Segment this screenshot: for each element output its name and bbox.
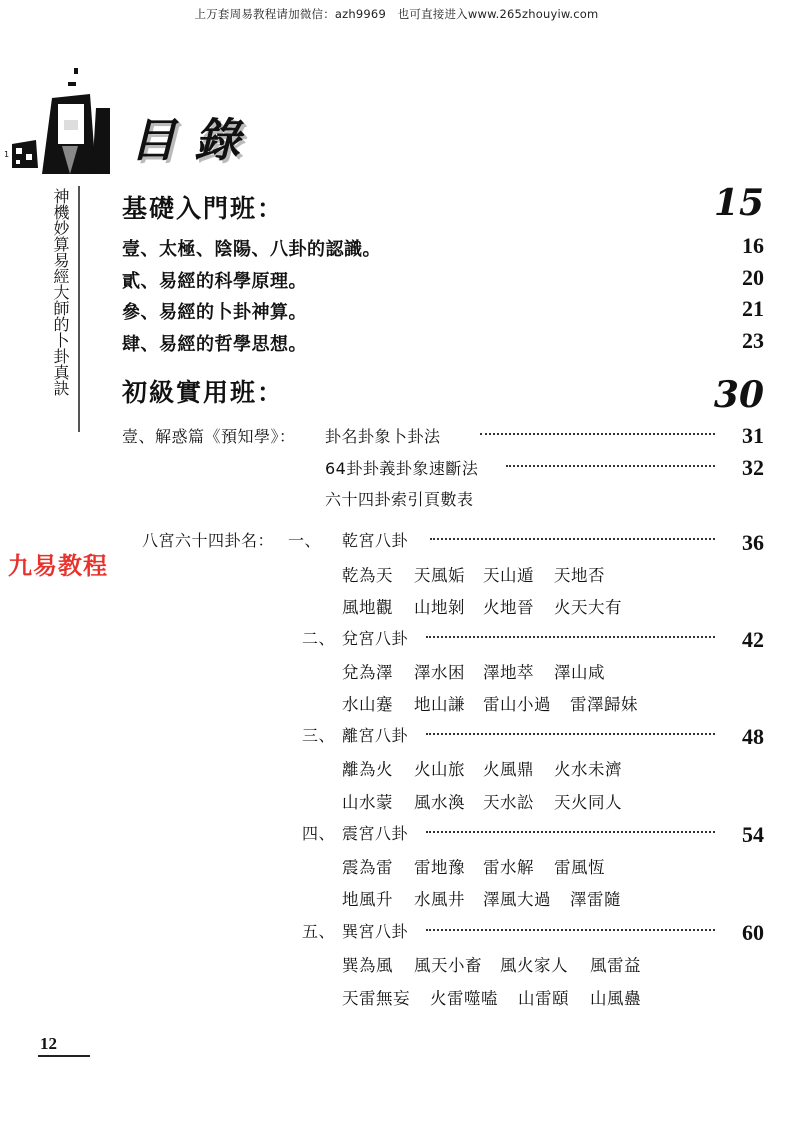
hexagram-name: 水山蹇	[342, 695, 393, 714]
section-title-basic: 基礎入門班：	[122, 194, 285, 223]
hexagram-name: 地山謙	[414, 695, 465, 714]
hexagram-name: 水風井	[414, 890, 465, 909]
hexagram-name: 澤山咸	[554, 663, 605, 682]
hexagram-name: 火水未濟	[554, 760, 622, 779]
toc-page-number: 42	[742, 627, 764, 652]
leader-dots	[426, 636, 715, 638]
hexagram-name: 雷風恆	[554, 858, 605, 877]
hexagram-name: 天風姤	[414, 566, 465, 585]
hexagram-name: 風地觀	[342, 598, 393, 617]
palace-name[interactable]: 兌宮八卦	[342, 629, 409, 648]
hexagram-name: 風雷益	[590, 956, 641, 975]
logo-number: 1	[4, 150, 10, 159]
book-side-title: 神機妙算易經大師的卜卦真訣	[51, 188, 70, 396]
toc-page-number: 31	[742, 423, 764, 448]
section-page-elementary: 30	[713, 374, 764, 416]
hexagram-name: 雷澤歸妹	[570, 695, 638, 714]
leader-dots	[426, 733, 715, 735]
author-photo-logo	[12, 68, 110, 174]
hexagram-name: 天火同人	[554, 793, 622, 812]
palace-name[interactable]: 巽宮八卦	[342, 922, 409, 941]
toc-entry[interactable]: 64卦卦義卦象速斷法	[325, 459, 479, 478]
toc-entry[interactable]: 壹、太極、陰陽、八卦的認識。	[122, 239, 381, 260]
hexagram-name: 巽為風	[342, 956, 393, 975]
page-number-rule	[38, 1055, 90, 1057]
hexagram-name: 地風升	[342, 890, 393, 909]
toc-page-number: 54	[742, 822, 764, 847]
hexagram-name: 火風鼎	[483, 760, 534, 779]
toc-entry[interactable]: 參、易經的卜卦神算。	[122, 302, 307, 323]
hexagram-name: 雷地豫	[414, 858, 465, 877]
hexagram-name: 山地剝	[414, 598, 465, 617]
toc-page-number: 16	[742, 233, 764, 258]
leader-dots	[506, 465, 715, 467]
hexagram-name: 火地晉	[483, 598, 534, 617]
palace-label: 二、	[302, 629, 336, 648]
hexagram-name: 震為雷	[342, 858, 393, 877]
hexagram-name: 雷水解	[483, 858, 534, 877]
hexagram-name: 天水訟	[483, 793, 534, 812]
toc-entry[interactable]: 貳、易經的科學原理。	[122, 271, 307, 292]
hexagram-name: 天地否	[554, 566, 605, 585]
toc-page-number: 48	[742, 724, 764, 749]
page-title: 目錄	[130, 113, 258, 167]
hexagram-name: 火雷噬嗑	[430, 989, 498, 1008]
toc-page-number: 60	[742, 920, 764, 945]
palace-name[interactable]: 乾宮八卦	[342, 531, 409, 550]
watermark-text: 九易教程	[8, 552, 108, 580]
toc-page-number: 20	[742, 265, 764, 290]
side-divider	[78, 186, 80, 432]
palace-name[interactable]: 震宮八卦	[342, 824, 409, 843]
palace-name[interactable]: 離宮八卦	[342, 726, 409, 745]
hexagram-name: 乾為天	[342, 566, 393, 585]
hexagram-name: 火天大有	[554, 598, 622, 617]
hexagram-name: 兌為澤	[342, 663, 393, 682]
hexagram-name: 離為火	[342, 760, 393, 779]
hexagram-name: 澤水困	[414, 663, 465, 682]
hexagram-name: 澤地萃	[483, 663, 534, 682]
hexagram-name: 山雷頤	[518, 989, 569, 1008]
hexagram-name: 雷山小過	[483, 695, 551, 714]
page-number: 12	[40, 1034, 57, 1053]
palace-label: 一、	[288, 531, 322, 550]
toc-entry[interactable]: 卦名卦象卜卦法	[325, 427, 441, 446]
toc-entry[interactable]: 六十四卦索引頁數表	[325, 490, 474, 509]
hexagram-name: 山風蠱	[590, 989, 641, 1008]
hexagram-name: 火山旅	[414, 760, 465, 779]
leader-dots	[426, 929, 715, 931]
hexagram-name: 澤風大過	[483, 890, 551, 909]
section-title-elementary: 初級實用班：	[122, 378, 285, 407]
hexagram-name: 天雷無妄	[342, 989, 410, 1008]
toc-lead-jiehuo: 壹、解惑篇《預知學》：	[122, 427, 296, 446]
toc-page-number: 32	[742, 455, 764, 480]
palace-label: 三、	[302, 726, 336, 745]
header-note: 上万套周易教程请加微信：azh9969 也可直接进入www.265zhouyiw.com	[194, 7, 599, 21]
toc-page-number: 21	[742, 296, 764, 321]
toc-page-number: 36	[742, 530, 764, 555]
leader-dots	[430, 538, 715, 540]
palace-label: 四、	[302, 824, 336, 843]
toc-entry[interactable]: 肆、易經的哲學思想。	[122, 334, 307, 355]
leader-dots	[480, 433, 715, 435]
hexagram-name: 天山遁	[483, 566, 534, 585]
hexagram-name: 風水渙	[414, 793, 465, 812]
toc-page-number: 23	[742, 328, 764, 353]
hexagram-name: 澤雷隨	[570, 890, 621, 909]
hexagram-name: 山水蒙	[342, 793, 393, 812]
hexagram-name: 風火家人	[500, 956, 568, 975]
palace-label: 五、	[302, 922, 336, 941]
section-page-basic: 15	[713, 182, 764, 224]
hexagram-name: 風天小畜	[414, 956, 482, 975]
eight-palaces-lead: 八宮六十四卦名：	[142, 531, 275, 550]
leader-dots	[426, 831, 715, 833]
